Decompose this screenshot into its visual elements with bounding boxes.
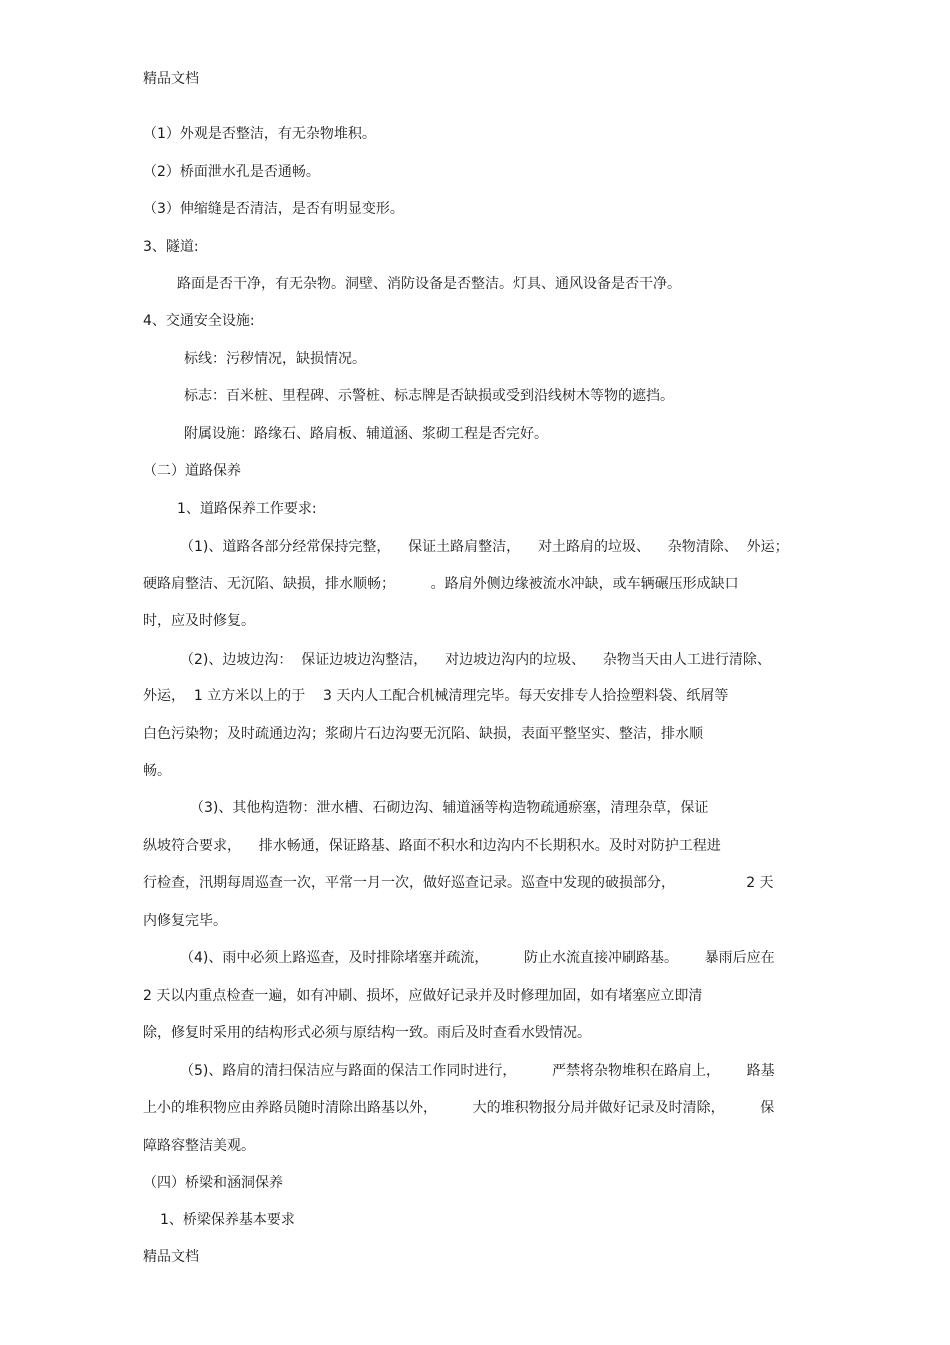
- section-heading: 4、交通安全设施:: [143, 313, 255, 329]
- text-line: （2）桥面泄水孔是否通畅。: [143, 164, 320, 180]
- text-line: 2 天以内重点检查一遍，如有冲刷、损坏，应做好记录并及时修理加固，如有堵塞应立即清: [143, 988, 703, 1004]
- section-heading: （四）桥梁和涵洞保养: [143, 1175, 283, 1191]
- text-line: 障路容整洁美观。: [143, 1138, 255, 1154]
- text-line: 外运， 1 立方米以上的于 3 天内人工配合机械清理完毕。每天安排专人拾捡塑料袋、纸屑等: [143, 688, 729, 704]
- text-line: 硬路肩整洁、无沉陷、缺损，排水顺畅； 。路肩外侧边缘被流水冲缺，或车辆碾压形成缺口: [143, 576, 739, 592]
- subsection-heading: 1、道路保养工作要求:: [177, 501, 317, 517]
- text-line: 内修复完毕。: [143, 913, 227, 929]
- text-line: 标线：污秽情况，缺损情况。: [184, 351, 366, 367]
- text-line: 行检查，汛期每周巡查一次，平常一月一次，做好巡查记录。巡查中发现的破损部分， 2 天: [143, 875, 774, 891]
- text-line: （1）外观是否整洁，有无杂物堆积。: [143, 126, 376, 142]
- text-line: 白色污染物；及时疏通边沟；浆砌片石边沟要无沉陷、缺损，表面平整坚实、整洁，排水顺: [143, 726, 703, 742]
- text-line: 路面是否干净，有无杂物。洞壁、消防设备是否整洁。灯具、通风设备是否干净。: [177, 276, 681, 292]
- subsection-heading: 1、桥梁保养基本要求: [160, 1212, 295, 1228]
- text-line: （1)、道路各部分经常保持完整， 保证土路肩整洁， 对土路肩的垃圾、 杂物清除、 外运；: [180, 539, 789, 555]
- text-line: 附属设施：路缘石、路肩板、辅道涵、浆砌工程是否完好。: [184, 426, 548, 442]
- text-line: （2)、边坡边沟： 保证边坡边沟整洁， 对边坡边沟内的垃圾、 杂物当天由人工进行清除、: [180, 652, 771, 668]
- text-line: 畅。: [143, 763, 171, 779]
- text-line: 除，修复时采用的结构形式必须与原结构一致。雨后及时查看水毁情况。: [143, 1025, 591, 1041]
- page-header: 精品文档: [143, 71, 199, 87]
- page-footer: 精品文档: [143, 1249, 199, 1265]
- text-line: 标志：百米桩、里程碑、示警桩、标志牌是否缺损或受到沿线树木等物的遮挡。: [184, 388, 674, 404]
- text-line: （4)、雨中必须上路巡查，及时排除堵塞并疏流， 防止水流直接冲刷路基。 暴雨后应在: [180, 950, 775, 966]
- section-heading: （二）道路保养: [143, 463, 241, 479]
- section-heading: 3、隧道:: [143, 239, 199, 255]
- text-line: 纵坡符合要求， 排水畅通，保证路基、路面不积水和边沟内不长期积水。及时对防护工程进: [143, 838, 721, 854]
- text-line: （5)、路肩的清扫保洁应与路面的保洁工作同时进行， 严禁将杂物堆积在路肩上， 路基: [180, 1063, 775, 1079]
- text-line: 上小的堆积物应由养路员随时清除出路基以外， 大的堆积物报分局并做好记录及时清除， 保: [143, 1100, 775, 1116]
- text-line: （3)、其他构造物：泄水槽、石砌边沟、辅道涵等构造物疏通瘀塞，清理杂草，保证: [190, 800, 709, 816]
- text-line: 时，应及时修复。: [143, 613, 255, 629]
- text-line: （3）伸缩缝是否清洁，是否有明显变形。: [143, 201, 404, 217]
